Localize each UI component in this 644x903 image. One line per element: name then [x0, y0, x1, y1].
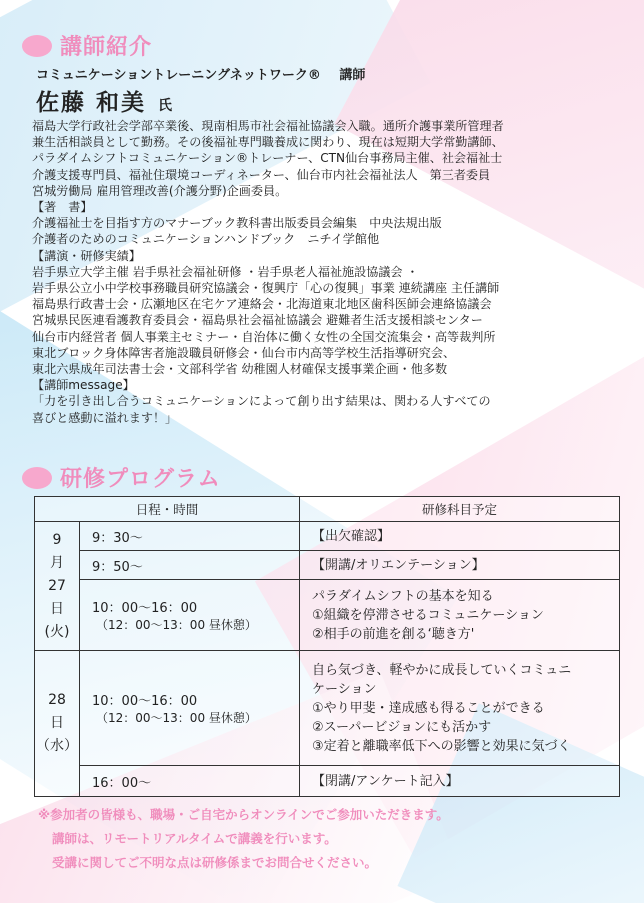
- participant-notes: [38, 803, 449, 875]
- bio-line: 岩手県立大学主催 岩手県社会福祉研修 ・岩手県老人福祉施設協議会 ・: [32, 264, 419, 279]
- table-row: [35, 580, 620, 651]
- bio-heading-books: 【著 書】: [32, 200, 93, 215]
- time-cell: 9：30～: [80, 522, 300, 551]
- day-cell-28: 28 日 （水）: [35, 651, 80, 797]
- topic-cell: 【出欠確認】: [300, 522, 620, 551]
- table-header-row: [35, 497, 620, 522]
- topic-cell: 【開講/オリエンテーション】: [300, 551, 620, 580]
- table-row: [35, 522, 620, 551]
- topic-cell: 自ら気づき、軽やかに成長していくコミュニ ケーション ①やり甲斐・達成感も得ることができる ②スーパービジョンにも活かす ③定着と離職率低下への影響と効果に気づく: [300, 651, 620, 766]
- bio-line: 兼生活相談員として勤務。その後福祉専門職養成に関わり、現在は短期大学常勤講師、: [32, 135, 504, 150]
- lecturer-name-text: 佐藤 和美: [36, 90, 147, 116]
- section-header-lecturer: [22, 30, 152, 61]
- topic-cell: パラダイムシフトの基本を知る ①組織を停滞させるコミュニケーション ②相手の前進を創る‘聴き方': [300, 580, 620, 651]
- lecturer-organization: [36, 64, 365, 83]
- lecturer-honorific: 氏: [158, 98, 175, 114]
- bio-line: パラダイムシフトコミュニケーション®トレーナー、CTN仙台事務局主催、社会福祉士: [32, 151, 503, 166]
- pink-dot-icon: [22, 35, 52, 57]
- pink-dot-icon: [22, 467, 52, 489]
- time-cell: 10：00～16：00 （12：00～13：00 昼休憩）: [80, 580, 300, 651]
- bio-heading-message: 【講師message】: [32, 378, 135, 393]
- lecturer-biography: [32, 118, 622, 426]
- topic-cell: 【閉講/アンケート記入】: [300, 766, 620, 797]
- lecturer-role: 講師: [339, 68, 366, 83]
- bio-line: 福島県行政書士会・広瀬地区在宅ケア連絡会・北海道東北地区歯科医師会連絡協議会: [32, 297, 492, 312]
- bio-line: 「力を引き出し合うコミュニケーションによって創り出す結果は、関わる人すべての: [32, 394, 491, 409]
- bio-line: 東北ブロック身体障害者施設職員研修会・仙台市内高等学校生活指導研究会、: [32, 345, 456, 360]
- table-row: [35, 766, 620, 797]
- table-row: [35, 651, 620, 766]
- bio-line: 仙台市内経営者 個人事業主セミナー・自治体に働く女性の全国交流集会・高等裁判所: [32, 329, 496, 344]
- lecturer-name: [36, 84, 174, 117]
- schedule-table: [34, 496, 620, 797]
- header-date-time: 日程・時間: [35, 497, 300, 522]
- section-title: 講師紹介: [60, 35, 153, 60]
- bio-line: 介護支援専門員、福祉住環境コーディネーター、仙台市内社会福祉法人 第三者委員: [32, 167, 491, 182]
- bio-line: 介護福祉士を目指す方のマナーブック教科書出版委員会編集 中央法規出版: [32, 216, 442, 231]
- bio-line: 福島大学行政社会学部卒業後、現南相馬市社会福祉協議会入職。通所介護事業所管理者: [32, 119, 504, 133]
- header-topic: 研修科目予定: [300, 497, 620, 522]
- note-line: 受講に関してご不明な点は研修係までお問合せください。: [52, 855, 378, 870]
- bio-line: 宮城県民医連看護教育委員会・福島県社会福祉協議会 避難者生活支援相談センター: [32, 313, 483, 328]
- organization-name: コミュニケーショントレーニングネットワーク®: [36, 68, 321, 83]
- time-cell: 10：00～16：00 （12：00～13：00 昼休憩）: [80, 651, 300, 766]
- time-cell: 16：00～: [80, 766, 300, 797]
- bio-line: 東北六県成年司法書士会・文部科学省 幼稚園人材確保支援事業企画・他多数: [32, 362, 448, 377]
- section-header-program: [22, 462, 221, 493]
- table-row: [35, 551, 620, 580]
- time-cell: 9：50～: [80, 551, 300, 580]
- note-line: ※参加者の皆様も、職場・ご自宅からオンラインでご参加いただきます。: [38, 807, 449, 822]
- section-title: 研修プログラム: [60, 467, 221, 492]
- day-cell-27: 9 月 27 日 (火): [35, 522, 80, 651]
- note-line: 講師は、リモートリアルタイムで講義を行います。: [52, 831, 337, 846]
- bio-line: 岩手県公立小中学校事務職員研究協議会・復興庁「心の復興」事業 連続講座 主任講師: [32, 281, 500, 296]
- bio-line: 宮城労働局 雇用管理改善(介護分野)企画委員。: [32, 183, 288, 198]
- bio-heading-lectures: 【講演・研修実績】: [32, 248, 141, 263]
- bio-line: 介護者のためのコミュニケーションハンドブック ニチイ学館他: [32, 232, 380, 247]
- bio-line: 喜びと感動に溢れます！」: [32, 410, 178, 425]
